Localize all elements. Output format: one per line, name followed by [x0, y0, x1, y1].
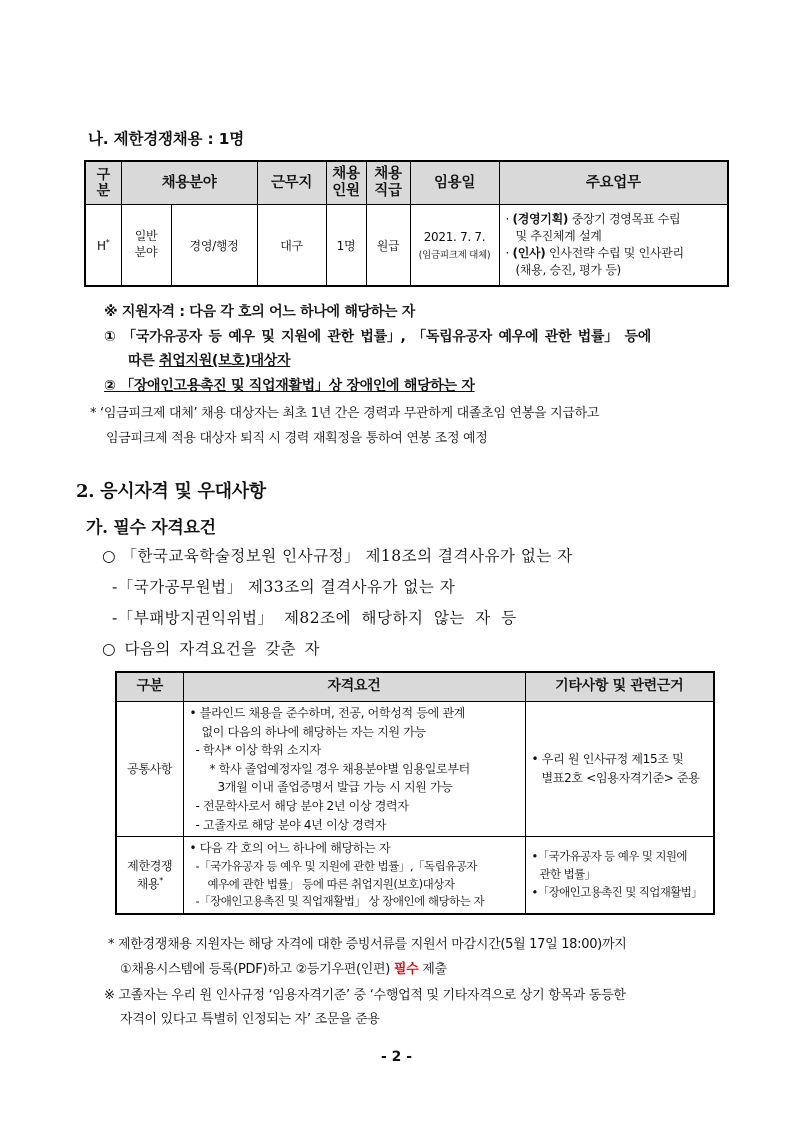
- requirement-3: -「부패방지권익위법」 제82조에 해당하지 않는 자 등: [112, 609, 517, 627]
- duty-item: · (경영기획) 중장기 경영목표 수립: [505, 212, 681, 227]
- qualification-item-2: ② 「장애인고용촉진 및 직업재활법」상 장애인에 해당하는 자: [104, 378, 475, 394]
- header-category: 구분: [85, 161, 121, 205]
- requirements-table: [115, 671, 715, 915]
- cell-field: 경영/행정: [171, 205, 257, 287]
- header-count: 채용인원: [326, 161, 366, 205]
- cell-limited: 제한경쟁 채용*: [116, 837, 183, 915]
- header-location: 근무지: [257, 161, 326, 205]
- cell-common-etc: • 우리 원 인사규정 제15조 및 별표2호 <임용자격기준> 준용: [525, 702, 714, 837]
- cell-common-requirements: • 블라인드 채용을 준수하며, 전공, 어학성적 등에 관계 없이 다음의 하나에 해당하는 자는 지원 가능 - 학사* 이상 학위 소지자 * 학사 졸업예정자일 경우 채용분야별 임용일로부터 3개월 이내 졸업증명서 발급 가능 시 지원 가능 - 전문학사로서 해당 분야 2년 이상 경력자 - 고졸자로 해당 분야 4년 이상 경력자: [183, 702, 525, 837]
- qualification-item-1-cont: 따른 취업지원(보호)대상자: [128, 353, 291, 369]
- cell-field-type: 일반분야: [121, 205, 171, 287]
- cell-duties: [499, 205, 728, 287]
- qualification-lead: ※ 지원자격 : 다음 각 호의 어느 하나에 해당하는 자: [104, 304, 416, 320]
- qualification-note: * ‘임금피크제 대체’ 채용 대상자는 최초 1년 간은 경력과 무관하게 대졸초임 연봉을 지급하고: [90, 406, 600, 421]
- section-title-eligibility: 2. 응시자격 및 우대사항: [76, 481, 266, 502]
- requirement-1: ○ 「한국교육학술정보원 인사규정」 제18조의 결격사유가 없는 자: [102, 547, 573, 565]
- duty-item-cont: (채용, 승진, 평가 등): [515, 262, 621, 277]
- cell-common: 공통사항: [116, 702, 183, 837]
- section-title-requirements: 가. 필수 자격요건: [86, 518, 216, 538]
- section-title-limited-hiring: 나. 제한경쟁채용 : 1명: [88, 130, 245, 148]
- footnote-1: * 제한경쟁채용 지원자는 해당 자격에 대한 증빙서류를 지원서 마감시간(5월 17일 18:00)까지: [108, 937, 627, 952]
- header-etc: 기타사항 및 관련근거: [525, 672, 714, 702]
- duty-item: · (인사) 인사전략 수립 및 인사관리: [505, 246, 684, 260]
- qualification-note-cont: 임금피크제 적용 대상자 퇴직 시 경력 재획정을 통하여 연봉 조정 예정: [106, 431, 488, 446]
- footnote-1-cont: ①채용시스템에 등록(PDF)하고 ②등기우편(인편) 필수 제출: [120, 962, 447, 977]
- cell-code: H*: [85, 205, 121, 287]
- qualification-item-1: ① 「국가유공자 등 예우 및 지원에 관한 법률」, 「독립유공자 예우에 관한 법률」 등에: [104, 329, 651, 345]
- header-date: 임용일: [410, 161, 499, 205]
- requirement-2: -「국가공무원법」 제33조의 결격사유가 없는 자: [112, 578, 456, 596]
- hiring-table: [84, 160, 729, 287]
- requirement-4: ○ 다음의 자격요건을 갖춘 자: [102, 640, 320, 658]
- cell-date: 2021. 7. 7. (임금피크제 대체): [410, 205, 499, 287]
- header-field: 채용분야: [121, 161, 257, 205]
- cell-grade: 원급: [366, 205, 410, 287]
- header-grade: 채용직급: [366, 161, 410, 205]
- cell-count: 1명: [326, 205, 366, 287]
- header-duties: 주요업무: [499, 161, 728, 205]
- header-requirements: 자격요건: [183, 672, 525, 702]
- duty-item-cont: 및 추진체계 설계: [515, 229, 602, 244]
- footnote-2-cont: 자격이 있다고 특별히 인정되는 자’ 조문을 준용: [120, 1012, 380, 1027]
- header-type: 구분: [116, 672, 183, 702]
- cell-limited-requirements: • 다음 각 호의 어느 하나에 해당하는 자 -「국가유공자 등 예우 및 지원에 관한 법률」,「독립유공자 예우에 관한 법률」 등에 따른 취업지원(보호)대상자 -「장애인고용촉진 및 직업재활법」 상 장애인에 해당하는 자: [183, 837, 525, 915]
- cell-location: 대구: [257, 205, 326, 287]
- footnote-2: ※ 고졸자는 우리 원 인사규정 ‘임용자격기준’ 중 ‘수행업적 및 기타자격으로 상기 항목과 동등한: [104, 988, 626, 1003]
- page-number: - 2 -: [380, 1049, 413, 1065]
- cell-limited-etc: •「국가유공자 등 예우 및 지원에 관한 법률」 •「장애인고용촉진 및 직업재활법」: [525, 837, 714, 915]
